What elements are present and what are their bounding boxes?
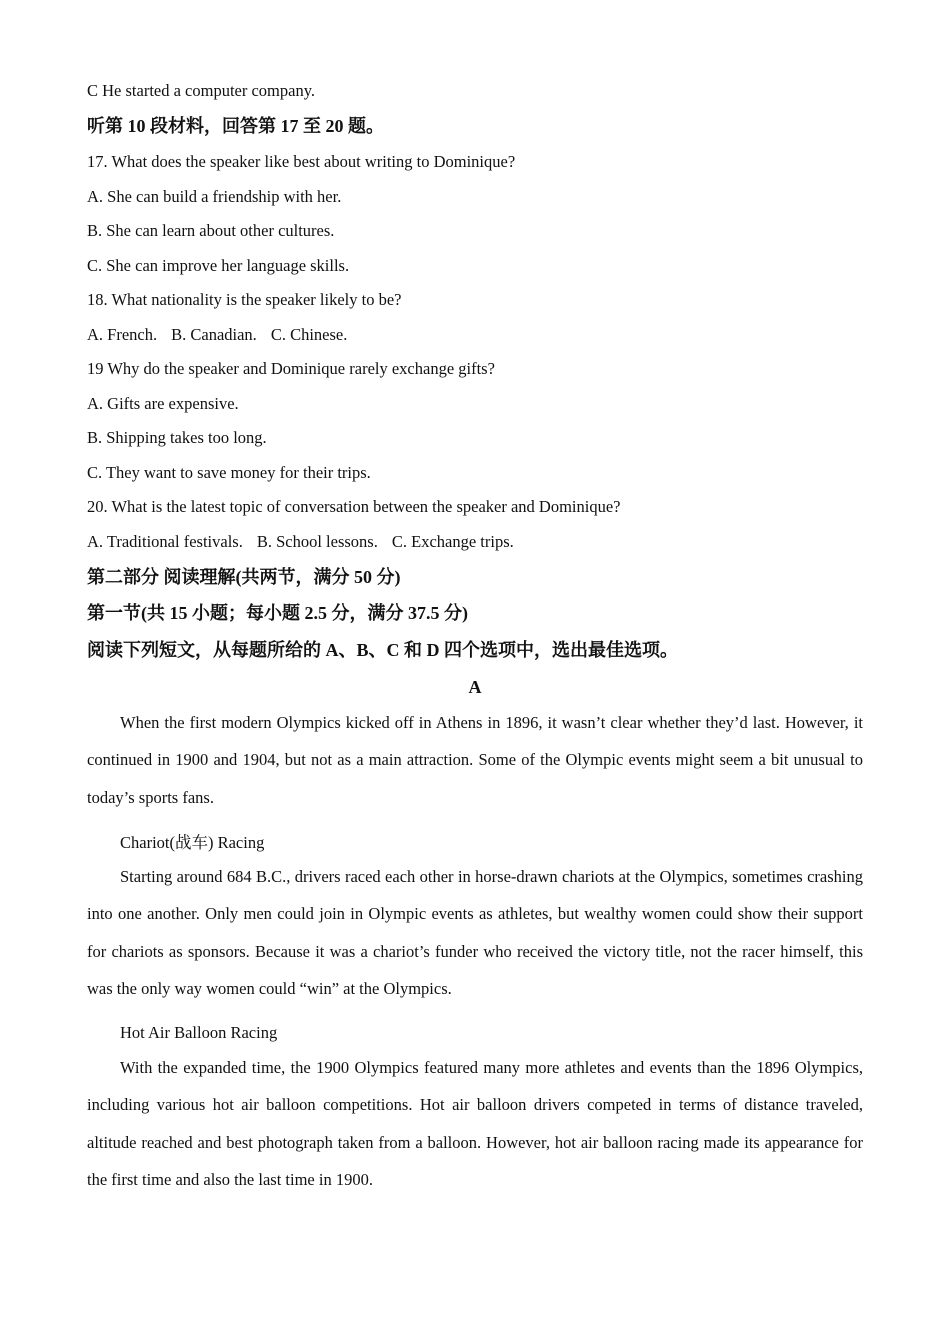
section-10-instruction: 听第 10 段材料，回答第 17 至 20 题。: [87, 116, 384, 136]
question-18-option-b: B. Canadian.: [171, 325, 257, 344]
part-two-heading: 第二部分 阅读理解(共两节，满分 50 分): [87, 567, 401, 587]
question-17-option-c: C. She can improve her language skills.: [87, 256, 350, 275]
question-18-options: [87, 325, 347, 345]
question-19: 19 Why do the speaker and Dominique rarely exchange gifts?: [87, 359, 495, 378]
question-17-option-b: B. She can learn about other cultures.: [87, 221, 335, 240]
passage-intro: When the first modern Olympics kicked off in Athens in 1896, it wasn’t clear whether they’d last. However, it continued in 1900 and 1904, but not as a main attraction. Some of the Olympic events might seem a bit unusual to today’s sports fans.: [87, 713, 863, 807]
question-18: 18. What nationality is the speaker likely to be?: [87, 290, 402, 309]
question-20-option-b: B. School lessons.: [256, 532, 378, 551]
question-20: 20. What is the latest topic of conversation between the speaker and Dominique?: [87, 497, 621, 516]
passage-heading-balloon: Hot Air Balloon Racing: [120, 1023, 278, 1042]
question-20-option-a: A. Traditional festivals.: [87, 532, 243, 551]
reading-instruction: 阅读下列短文，从每题所给的 A、B、C 和 D 四个选项中，选出最佳选项。: [87, 640, 678, 660]
passage-para-chariot: Starting around 684 B.C., drivers raced each other in horse-drawn chariots at the Olympics, sometimes crashing into one another. Only men could join in Olympic events as athletes, but wealthy women could show their support for chariots as sponsors. Because it was a chariot’s funder who received the victory title, not the racer himself, this was the only way women could “win” at the Olympics.: [87, 867, 863, 998]
question-19-option-a: A. Gifts are expensive.: [87, 394, 239, 413]
question-19-option-c: C. They want to save money for their trips.: [87, 463, 371, 482]
question-20-option-c: C. Exchange trips.: [391, 532, 514, 551]
passage-heading-chariot: Chariot(战车) Racing: [120, 833, 265, 852]
option-c-previous: C He started a computer company.: [87, 81, 316, 100]
question-18-option-a: A. French.: [87, 325, 158, 344]
passage-para-balloon: With the expanded time, the 1900 Olympics featured many more athletes and events than the 1896 Olympics, including various hot air balloon competitions. Hot air balloon drivers competed in terms of distance traveled, altitude reached and best photograph taken from a balloon. However, hot air balloon racing made its appearance for the first time and also the last time in 1900.: [87, 1058, 863, 1189]
question-17: 17. What does the speaker like best about writing to Dominique?: [87, 152, 516, 171]
passage-label: A: [468, 677, 482, 697]
question-18-option-c: C. Chinese.: [270, 325, 348, 344]
question-19-option-b: B. Shipping takes too long.: [87, 428, 267, 447]
question-17-option-a: A. She can build a friendship with her.: [87, 187, 342, 206]
section-one-heading: 第一节(共 15 小题；每小题 2.5 分，满分 37.5 分): [87, 603, 468, 623]
question-20-options: [87, 532, 514, 552]
